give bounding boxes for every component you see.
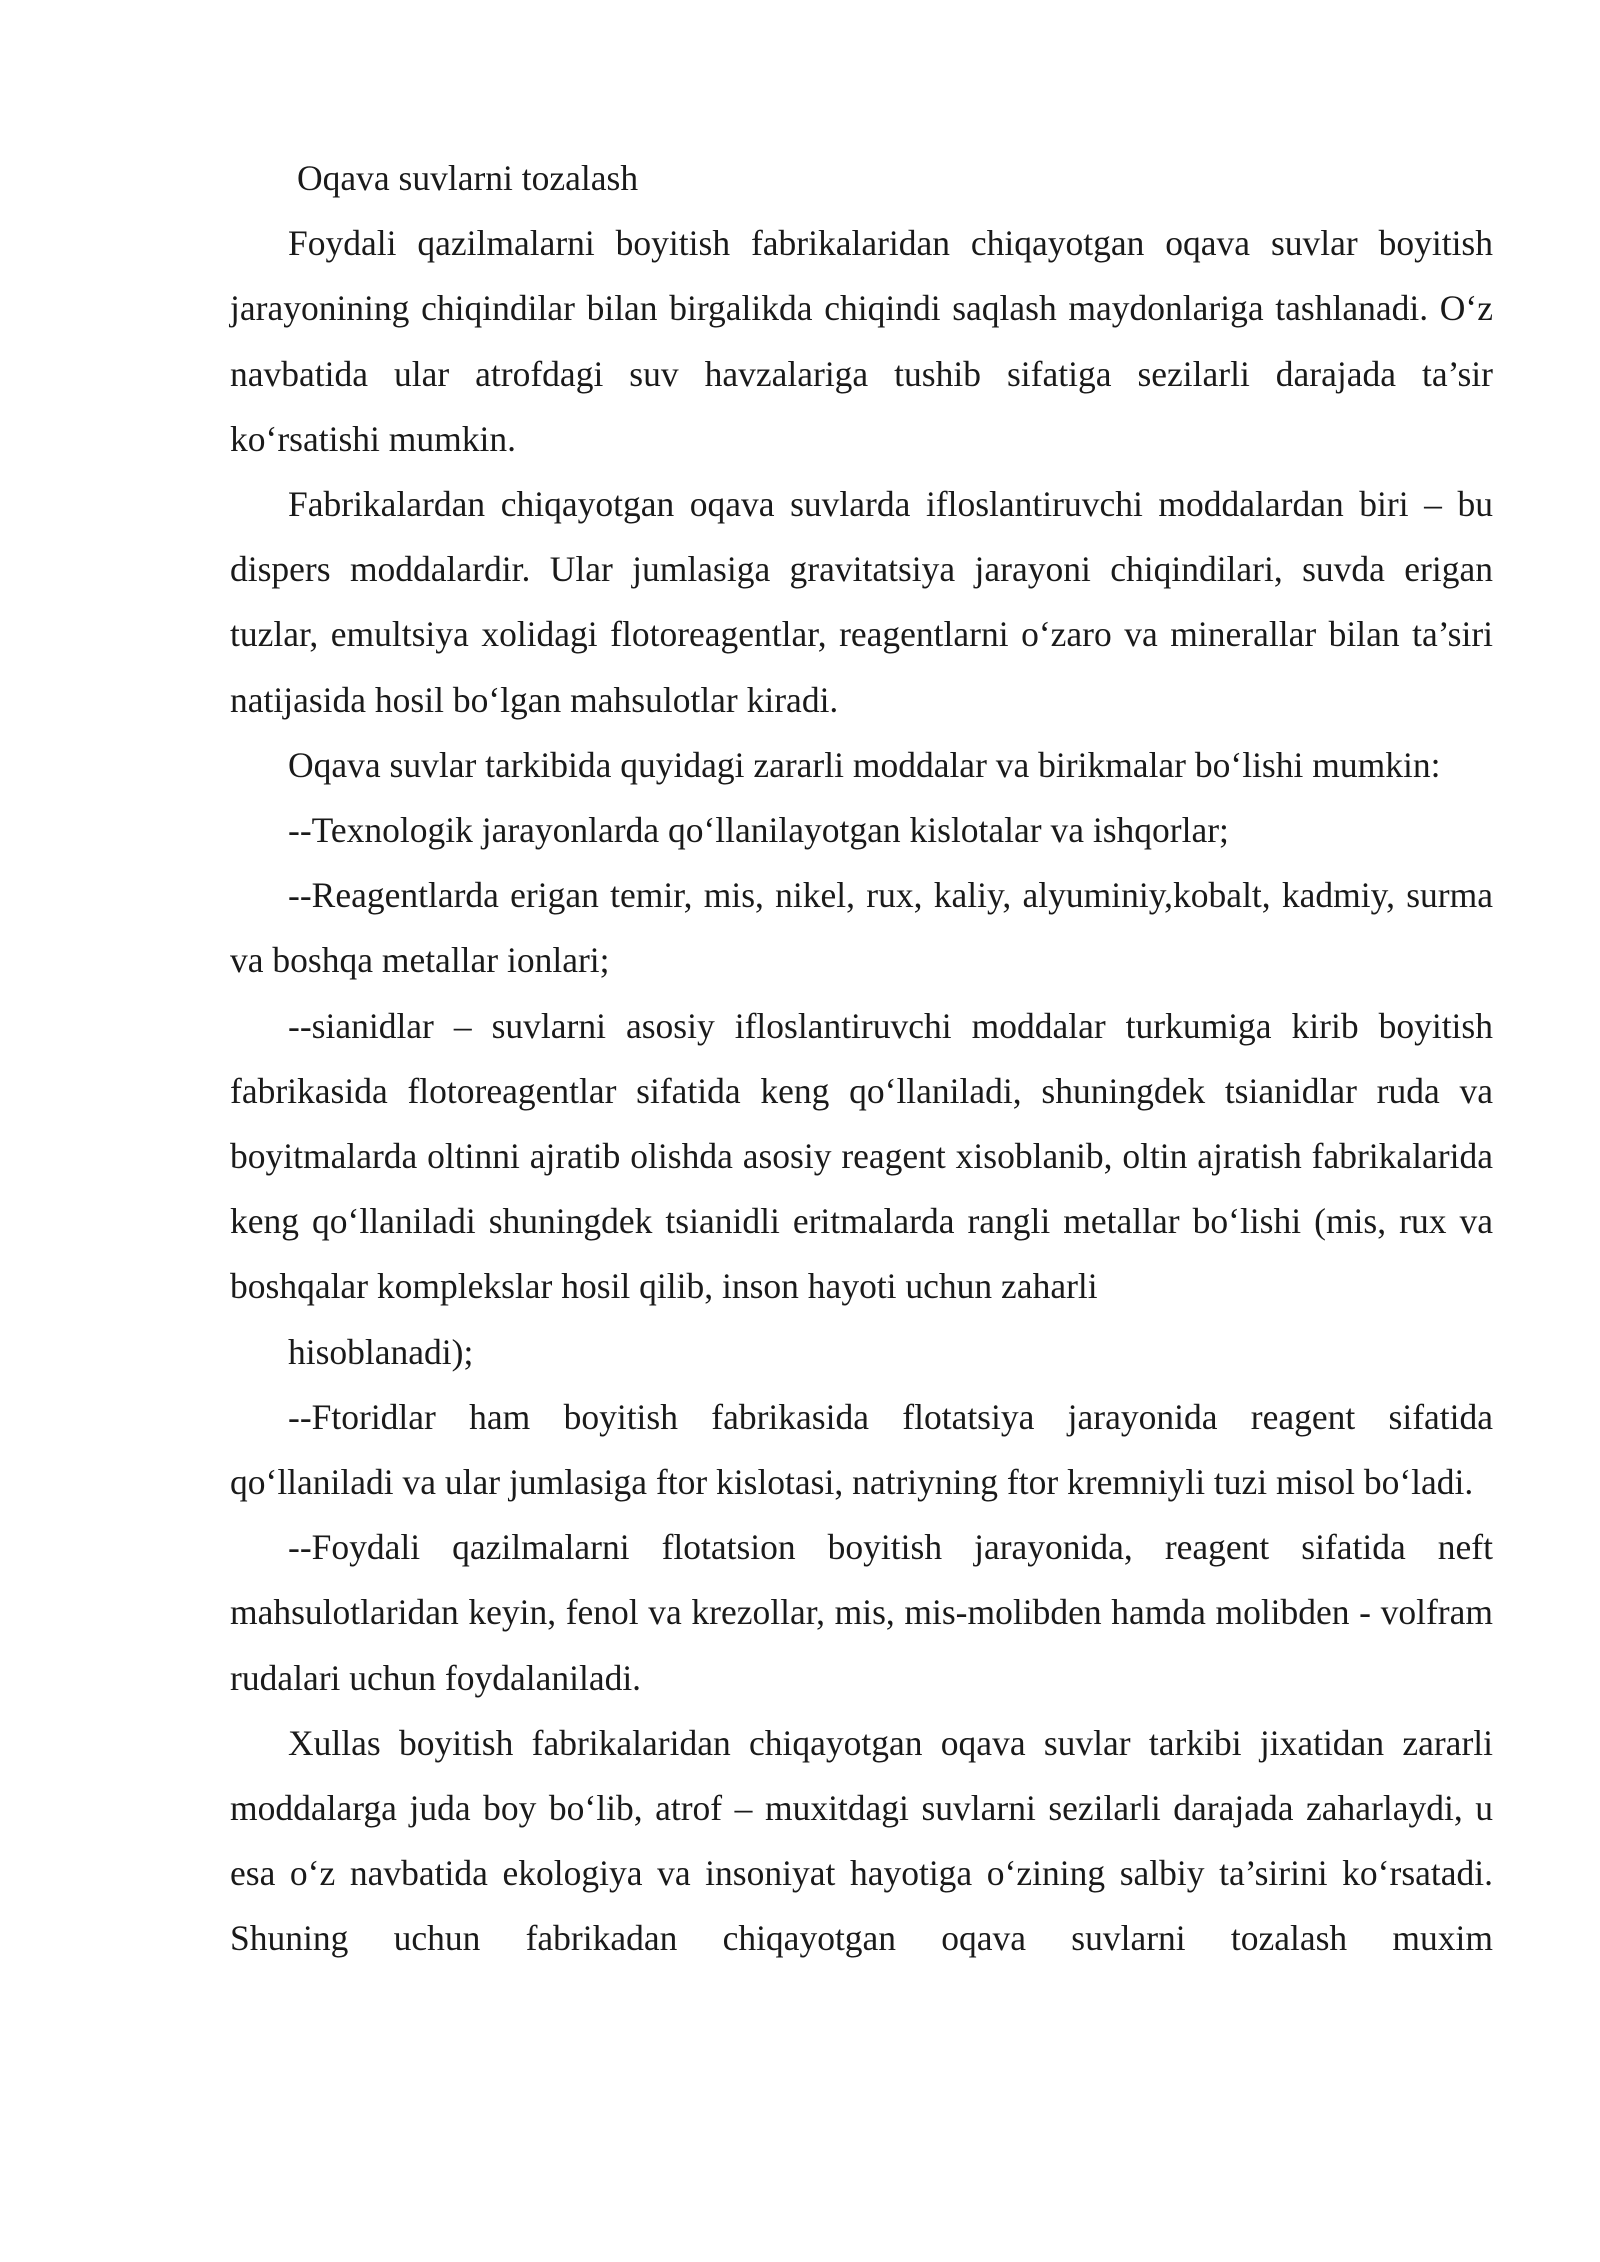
list-item: --Reagentlarda erigan temir, mis, nikel, rux, kaliy, alyuminiy,kobalt, kadmiy, surma va boshqa metallar ionlari; [230,875,1493,981]
list-item: --sianidlar – suvlarni asosiy ifloslantiruvchi moddalar turkumiga kirib boyitish fabrikasida flotoreagentlar sifatida keng qo‘llaniladi, shuningdek tsianidlar ruda va boyitmalarda oltinni ajratib olishda asosiy reagent xisoblanib, oltin ajratish fabrikalarida keng qo‘llaniladi shuningdek tsianidli eritmalarda rangli metallar bo‘lishi (mis, rux va boshqalar komplekslar hosil qilib, inson hayoti uchun zaharli [230,1005,1493,1307]
document-title: Oqava suvlarni tozalash [297,158,639,198]
list-item: --Texnologik jarayonlarda qo‘llanilayotgan kislotalar va ishqorlar; [288,810,1229,851]
paragraph: Xullas boyitish fabrikalaridan chiqayotgan oqava suvlar tarkibi jixatidan zararli moddalarga juda boy bo‘lib, atrof – muxitdagi suvlarni sezilarli darajada zaharlaydi, u esa o‘z navbatida ekologiya va insoniyat hayotiga o‘zining salbiy ta’sirini ko‘rsatadi. Shuning uchun fabrikadan chiqayotgan oqava suvlarni tozalash muxim [230,1722,1493,1959]
list-item: --Ftoridlar ham boyitish fabrikasida flotatsiya jarayonida reagent sifatida qo‘llaniladi va ular jumlasiga ftor kislotasi, natriyning ftor kremniyli tuzi misol bo‘ladi. [230,1396,1493,1503]
list-item: --Foydali qazilmalarni flotatsion boyitish jarayonida, reagent sifatida neft mahsulotlaridan keyin, fenol va krezollar, mis, mis-molibden hamda molibden - volfram rudalari uchun foydalaniladi. [230,1527,1493,1698]
paragraph: Oqava suvlar tarkibida quyidagi zararli moddalar va birikmalar bo‘lishi mumkin: [288,744,1441,785]
list-item-continuation: hisoblanadi); [288,1331,474,1372]
paragraph: Fabrikalardan chiqayotgan oqava suvlarda ifloslantiruvchi moddalardan biri – bu dispers moddalardir. Ular jumlasiga gravitatsiya jarayoni chiqindilari, suvda erigan tuzlar, emultsiya xolidagi flotoreagentlar, reagentlarni o‘zaro va minerallar bilan ta’siri natijasida hosil bo‘lgan mahsulotlar kiradi. [230,484,1493,720]
paragraph: Foydali qazilmalarni boyitish fabrikalaridan chiqayotgan oqava suvlar boyitish jarayonining chiqindilar bilan birgalikda chiqindi saqlash maydonlariga tashlanadi. O‘z navbatida ular atrofdagi suv havzalariga tushib sifatiga sezilarli darajada ta’sir ko‘rsatishi mumkin. [230,223,1493,459]
document-body [230,146,1493,1972]
